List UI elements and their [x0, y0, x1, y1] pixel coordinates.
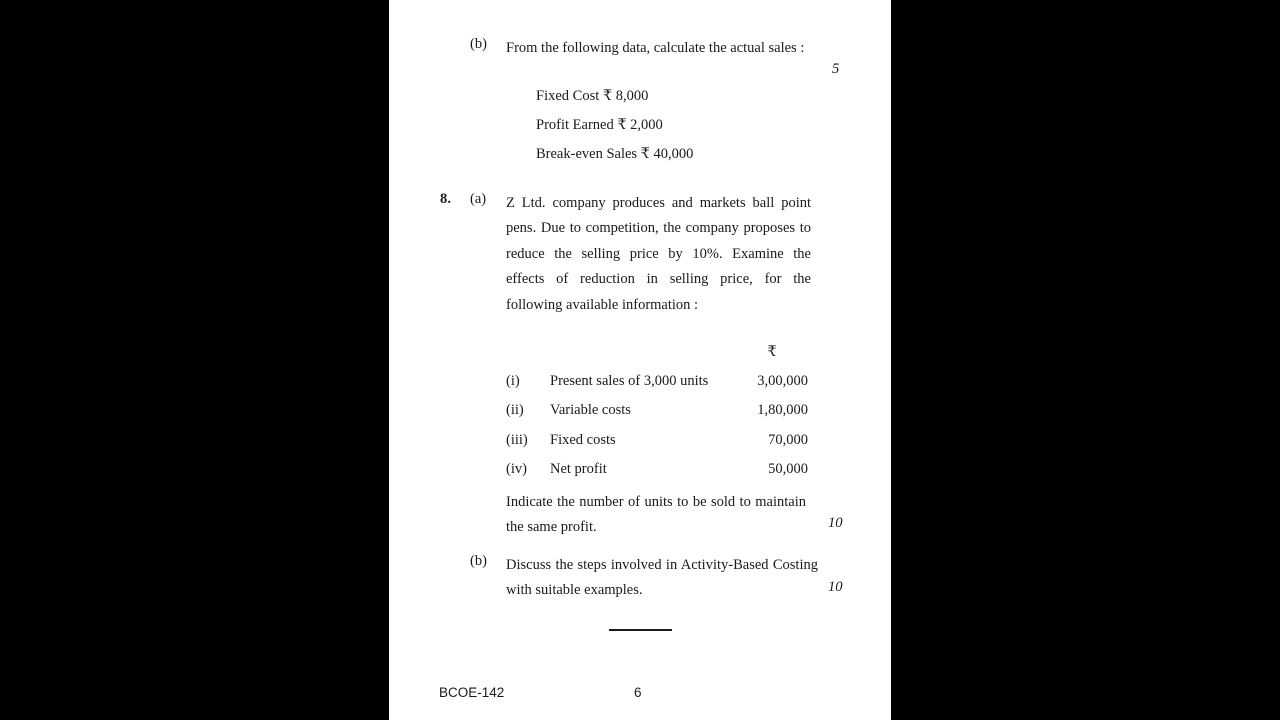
question-7b-part-label: (b)	[470, 36, 487, 52]
question-8b-marks: 10	[828, 579, 843, 595]
question-7b-marks: 5	[832, 61, 840, 77]
table-row-item: Fixed costs	[550, 432, 616, 448]
table-row-numeral: (ii)	[506, 402, 524, 418]
table-row-value: 50,000	[768, 461, 808, 477]
question-8a-text: Z Ltd. company produces and markets ball point pens. Due to competition, the company proposes to reduce the selling price by 10%. Examine the effects of reduction in selling price, for the following available information :	[506, 195, 811, 313]
question-8b-part-label: (b)	[470, 553, 487, 569]
question-8b-text: Discuss the steps involved in Activity-Based Costing with suitable examples.	[506, 557, 818, 599]
table-row-item: Net profit	[550, 461, 607, 477]
footer-paper-code: BCOE-142	[439, 685, 505, 700]
footer-page-number: 6	[634, 685, 642, 700]
table-row-numeral: (iv)	[506, 461, 527, 477]
question-7b-data-line-3: Break-even Sales ₹ 40,000	[536, 146, 694, 162]
question-7b-text: From the following data, calculate the actual sales :	[506, 40, 805, 56]
question-8-number: 8.	[440, 191, 452, 207]
end-of-paper-rule	[609, 629, 672, 631]
table-row-numeral: (iii)	[506, 432, 528, 448]
question-7b-data-line-1: Fixed Cost ₹ 8,000	[536, 88, 649, 104]
table-row-numeral: (i)	[506, 373, 520, 389]
document-page	[389, 0, 891, 720]
question-7b-data-line-2: Profit Earned ₹ 2,000	[536, 117, 663, 133]
table-row-value: 1,80,000	[757, 402, 808, 418]
table-currency-header: ₹	[767, 344, 777, 360]
table-row-item: Variable costs	[550, 402, 631, 418]
question-8a-part-label: (a)	[470, 191, 487, 207]
question-8a-marks: 10	[828, 515, 843, 531]
page-content	[389, 0, 891, 720]
question-8a-closing-text: Indicate the number of units to be sold to maintain the same profit.	[506, 494, 806, 536]
table-row-value: 3,00,000	[757, 373, 808, 389]
table-row-item: Present sales of 3,000 units	[550, 373, 709, 389]
table-row-value: 70,000	[768, 432, 808, 448]
